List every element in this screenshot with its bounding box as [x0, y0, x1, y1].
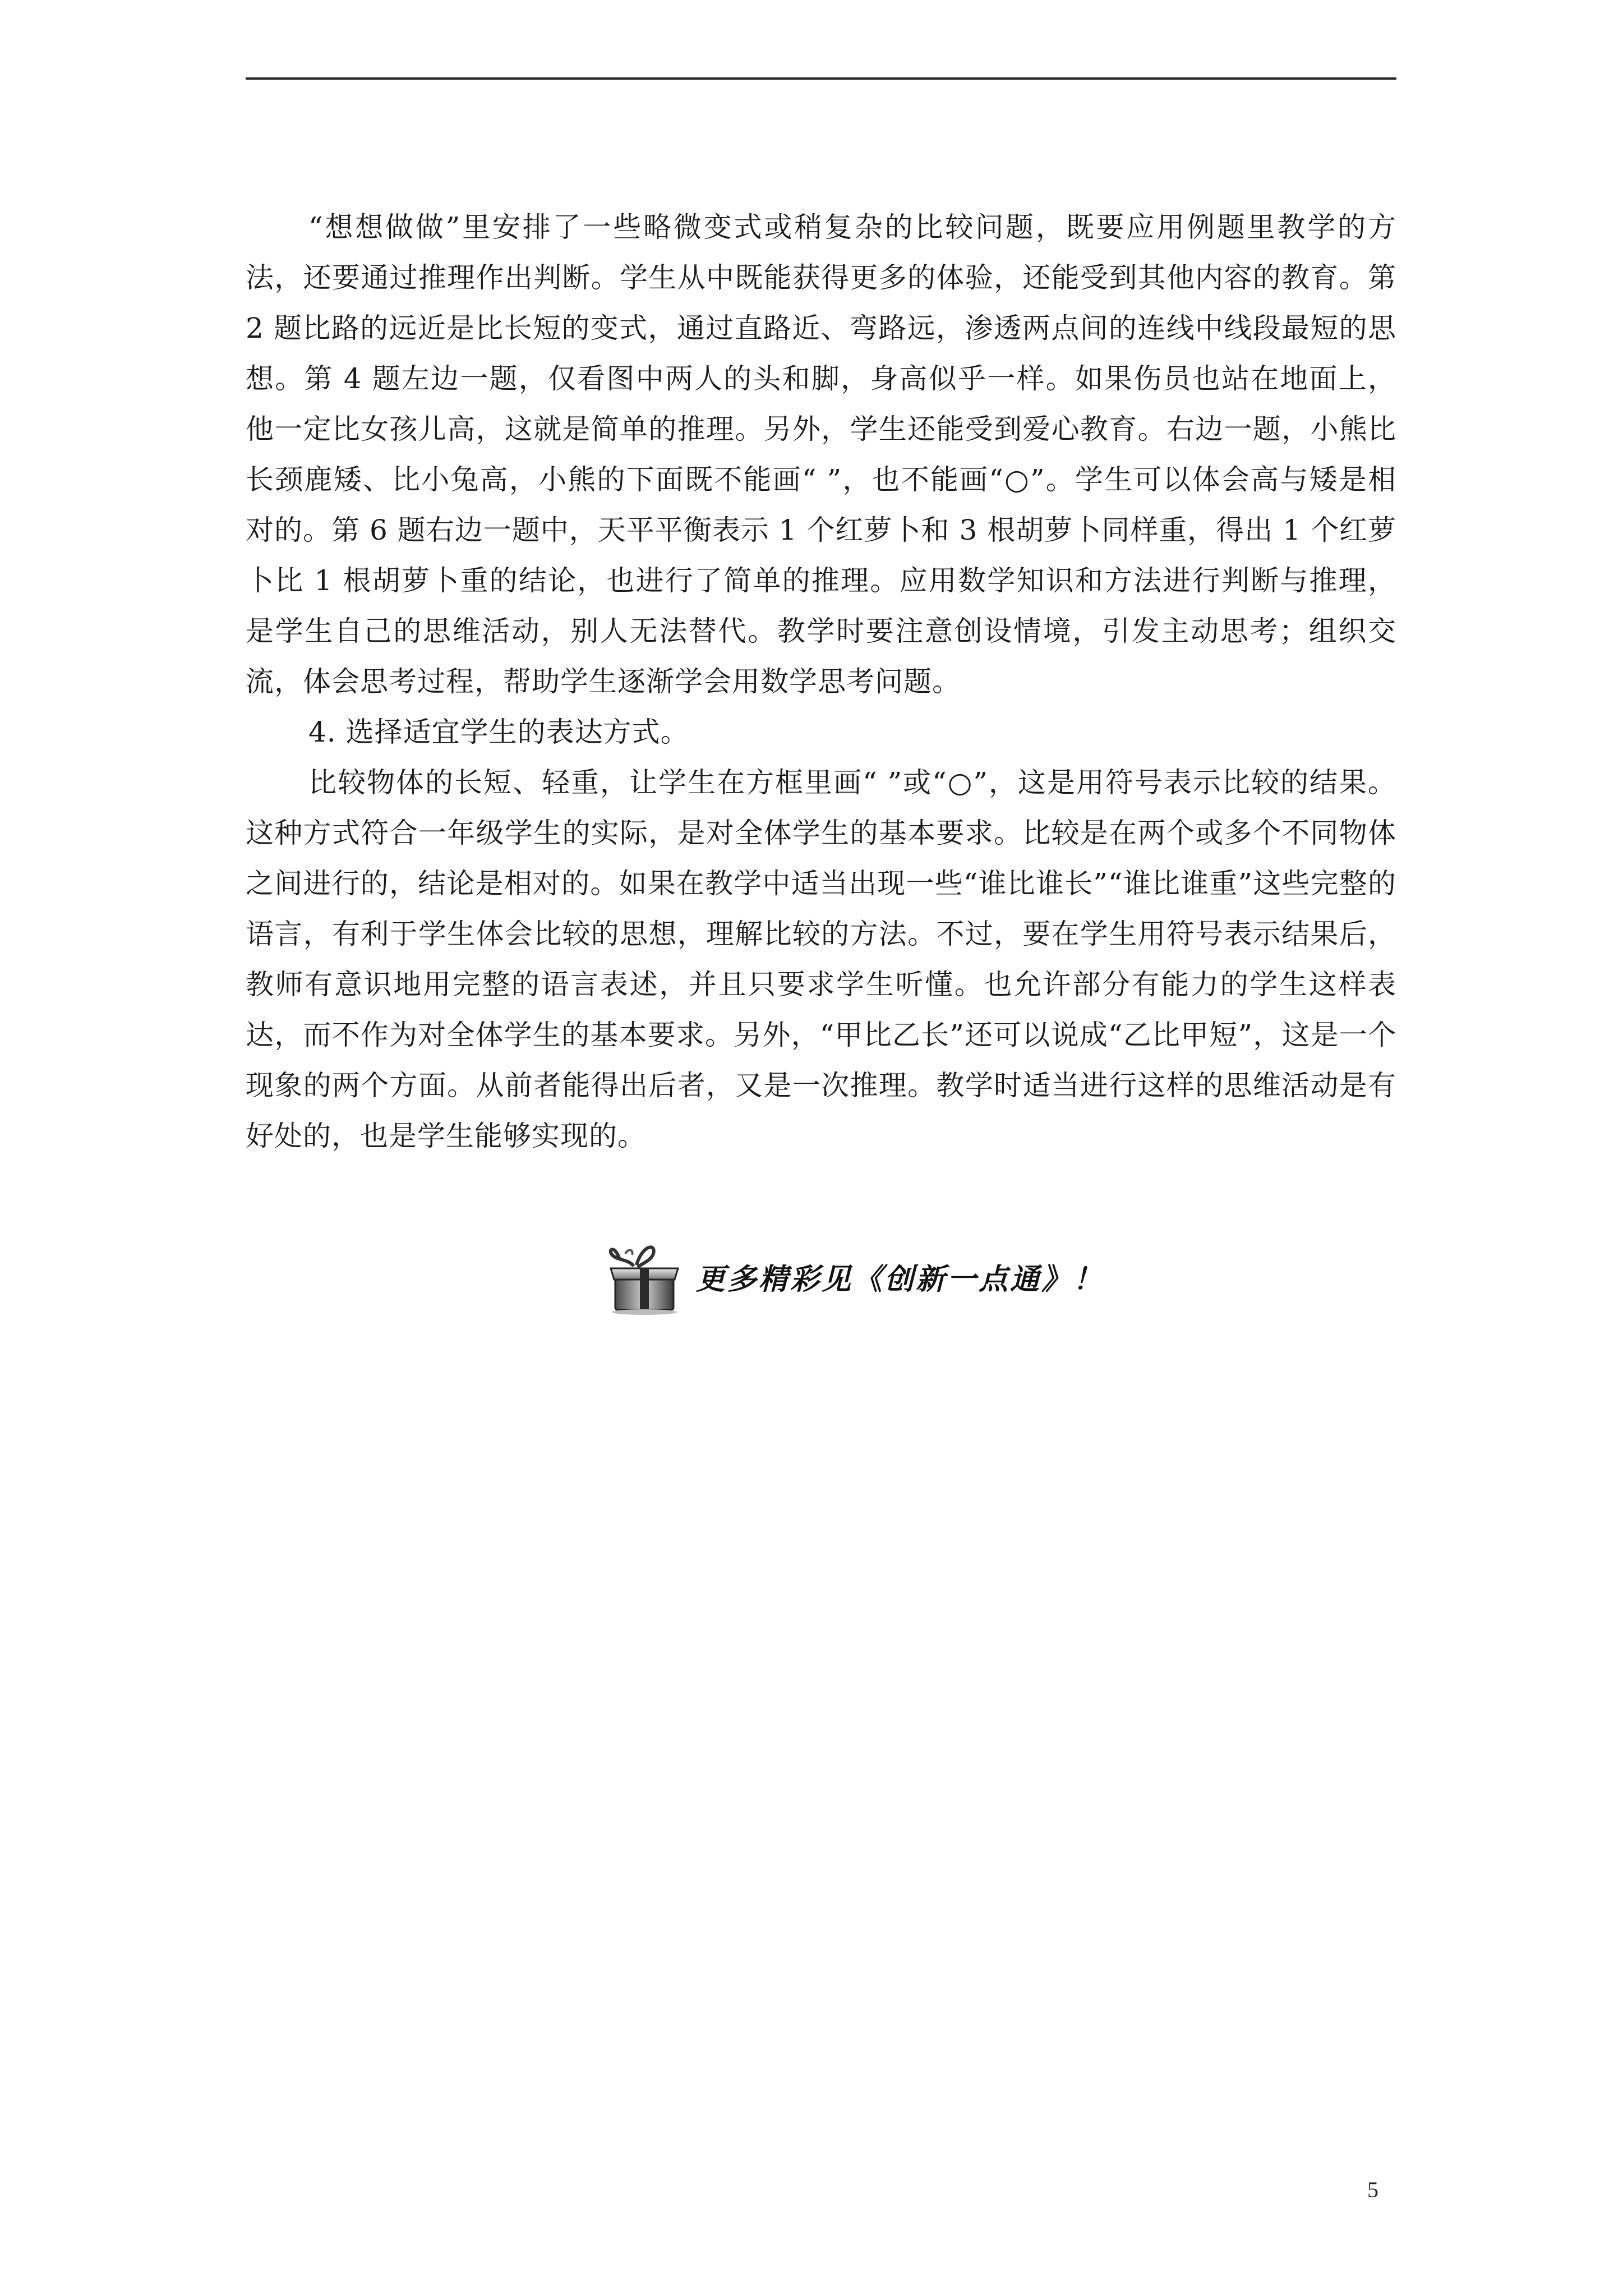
- paragraph-expression-methods: 比较物体的长短、轻重，让学生在方框里画“ ”或“○”，这是用符号表示比较的结果。这种方式符合一年级学生的实际，是对全体学生的基本要求。比较是在两个或多个不同物体之间进行的，结论是相对的。如果在教学中适当出现一些“谁比谁长”“谁比谁重”这些完整的语言，有利于学生体会比较的思想，理解比较的方法。不过，要在学生用符号表示结果后，教师有意识地用完整的语言表述，并且只要求学生听懂。也允许部分有能力的学生这样表达，而不作为对全体学生的基本要求。另外，“甲比乙长”还可以说成“乙比甲短”，这是一个现象的两个方面。从前者能得出后者，又是一次推理。教学时适当进行这样的思维活动是有好处的，也是学生能够实现的。: [246, 766, 1396, 1152]
- header-rule: [246, 77, 1396, 80]
- paragraph-thinking-exercises: “想想做做”里安排了一些略微变式或稍复杂的比较问题，既要应用例题里教学的方法，还要通过推理作出判断。学生从中既能获得更多的体验，还能受到其他内容的教育。第 2 题比路的远近是比长短的变式，通过直路近、弯路远，渗透两点间的连线中线段最短的思想。第 4 题左边一题，仅看图中两人的头和脚，身高似乎一样。如果伤员也站在地面上，他一定比女孩儿高，这就是简单的推理。另外，学生还能受到爱心教育。右边一题，小熊比长颈鹿矮、比小兔高，小熊的下面既不能画“ ”，也不能画“○”。学生可以体会高与矮是相对的。第 6 题右边一题中，天平平衡表示 1 个红萝卜和 3 根胡萝卜同样重，得出 1 个红萝卜比 1 根胡萝卜重的结论，也进行了简单的推理。应用数学知识和方法进行判断与推理，是学生自己的思维活动，别人无法替代。教学时要注意创设情境，引发主动思考；组织交流，体会思考过程，帮助学生逐渐学会用数学思考问题。: [246, 211, 1396, 698]
- page-number: 5: [1367, 2177, 1378, 2202]
- promo-banner-text: 更多精彩见《创新一点通》！: [696, 1262, 1105, 1296]
- gift-box-icon: [603, 1237, 687, 1315]
- section-heading-expression: 4. 选择适宜学生的表达方式。: [308, 716, 689, 748]
- document-body: [246, 202, 1396, 1161]
- promo-banner: [603, 1237, 1104, 1315]
